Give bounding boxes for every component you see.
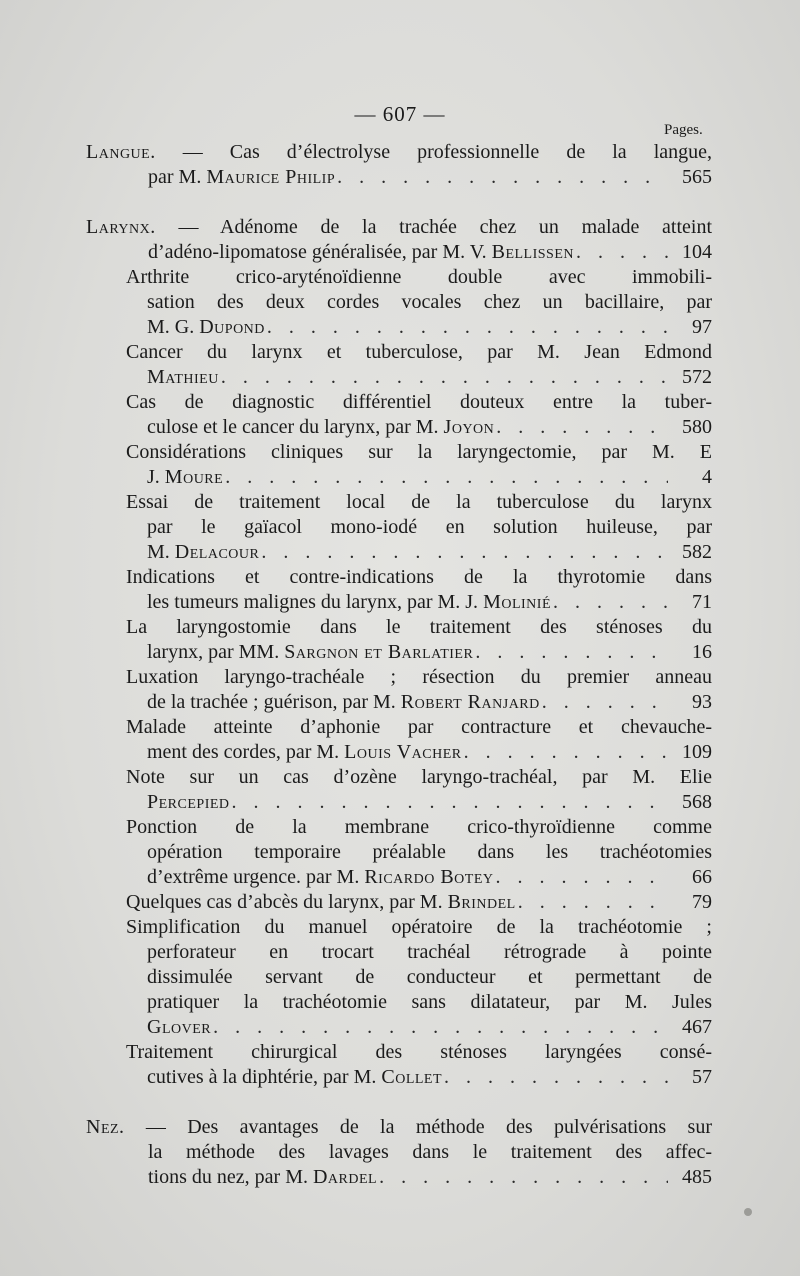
author-name: Glover — [147, 1016, 212, 1038]
author-name: Bellissen — [491, 241, 575, 263]
index-entry: Nez. — Des avantages de la méthode des pulvérisations sur la méthode des lavages dans le traitement des affec- tions du nez, par M. Dardel . . . 485 — [86, 1115, 712, 1190]
leader-dots — [496, 415, 668, 440]
author-name: Sargnon et Barlatier — [284, 641, 474, 663]
index-entry: Simplification du manuel opératoire de la trachéotomie ; perforateur en trocart trachéal rétrograde à pointe dissimulée servant de conducteur et permettant de pratiquer la trachéotomie sans dilatateur, par M. Jules Glover . . . 467 — [86, 915, 712, 1040]
author-name: Delacour — [174, 541, 260, 563]
page-number: — 607 — — [354, 102, 446, 126]
author-name: Dupond — [199, 316, 265, 338]
leader-dots — [518, 890, 668, 915]
author-name: Collet — [381, 1066, 443, 1088]
leader-dots — [379, 1165, 668, 1190]
page-ref: 16 — [692, 641, 712, 663]
index-entry: Note sur un cas d’ozène laryngo-trachéal, par M. Elie Percepied . . . 568 — [86, 765, 712, 815]
section-nez — [86, 1115, 712, 1190]
page-ref: 467 — [682, 1016, 712, 1038]
leader-dots — [553, 590, 668, 615]
page-ref: 97 — [692, 316, 712, 338]
author-name: Louis Vacher — [344, 741, 462, 763]
author-name: Dardel — [312, 1166, 378, 1188]
page-ref: 572 — [682, 366, 712, 388]
paper-speck — [744, 1208, 752, 1216]
leader-dots — [496, 865, 668, 890]
index-entry: Considérations cliniques sur la laryngectomie, par M. E J. Moure . . . 4 — [86, 440, 712, 490]
page-ref: 582 — [682, 541, 712, 563]
index-entry: Ponction de la membrane crico-thyroïdienne comme opération temporaire préalable dans les trachéotomies d’extrême urgence. par M. Ricardo Botey . . . 66 — [86, 815, 712, 890]
index-entry: La laryngostomie dans le traitement des sténoses du larynx, par MM. Sargnon et Barlatier . . . 16 — [86, 615, 712, 665]
leader-dots — [213, 1015, 668, 1040]
section-heading: Larynx. — [86, 216, 156, 238]
page-ref: 71 — [692, 591, 712, 613]
index-entry: Luxation laryngo-trachéale ; résection du premier anneau de la trachée ; guérison, par M. Robert Ranjard . . . 93 — [86, 665, 712, 715]
leader-dots — [337, 165, 668, 190]
page-ref: 109 — [682, 741, 712, 763]
author-name: Joyon — [443, 416, 495, 438]
author-name: Mathieu — [147, 366, 219, 388]
section-langue — [86, 140, 712, 190]
author-name: Robert Ranjard — [400, 691, 540, 713]
leader-dots — [576, 240, 668, 265]
section-larynx — [86, 215, 712, 1090]
pages-column-label: Pages. — [664, 122, 703, 138]
leader-dots — [267, 315, 668, 340]
page-ref: 565 — [682, 166, 712, 188]
index-entry: Malade atteinte d’aphonie par contracture et chevauche- ment des cordes, par M. Louis Vacher . . . 109 — [86, 715, 712, 765]
author-name: Ricardo Botey — [364, 866, 494, 888]
leader-dots — [232, 790, 668, 815]
author-name: Maurice Philip — [206, 166, 336, 188]
index-entry: Cas de diagnostic différentiel douteux entre la tuber- culose et le cancer du larynx, par M. Joyon . . . 580 — [86, 390, 712, 440]
author-name: Moure — [164, 466, 224, 488]
page-ref: 485 — [682, 1166, 712, 1188]
index-entry: Essai de traitement local de la tuberculose du larynx par le gaïacol mono-iodé en solution huileuse, par M. Delacour . . . 582 — [86, 490, 712, 565]
page-ref: 580 — [682, 416, 712, 438]
leader-dots — [444, 1065, 668, 1090]
leader-dots — [475, 640, 668, 665]
page-ref: 57 — [692, 1066, 712, 1088]
index-entry: Indications et contre-indications de la thyrotomie dans les tumeurs malignes du larynx, par M. J. Molinié . . . 71 — [86, 565, 712, 615]
page-ref: 104 — [682, 241, 712, 263]
page-ref: 568 — [682, 791, 712, 813]
author-name: Molinié — [483, 591, 551, 613]
page-ref: 4 — [702, 466, 712, 488]
leader-dots — [464, 740, 668, 765]
leader-dots — [542, 690, 668, 715]
leader-dots — [221, 365, 668, 390]
section-heading: Nez. — [86, 1116, 125, 1138]
page-ref: 66 — [692, 866, 712, 888]
author-name: Percepied — [147, 791, 230, 813]
leader-dots — [261, 540, 668, 565]
index-entry: Larynx. — Adénome de la trachée chez un malade atteint d’adéno-lipomatose généralisée, par M. V. Bellissen . . . 104 — [86, 215, 712, 265]
index-entry: Arthrite crico-aryténoïdienne double avec immobili- sation des deux cordes vocales chez un bacillaire, par M. G. Dupond . . . 97 — [86, 265, 712, 340]
page-ref: 79 — [692, 891, 712, 913]
section-heading: Langue. — [86, 141, 156, 163]
page-ref: 93 — [692, 691, 712, 713]
index-entry: Quelques cas d’abcès du larynx, par M. Brindel . . . 79 — [86, 890, 712, 915]
index-entry: Cancer du larynx et tuberculose, par M. Jean Edmond Mathieu . . . 572 — [86, 340, 712, 390]
index-entry: Langue. — Cas d’électrolyse professionnelle de la langue, par M. Maurice Philip . . . 565 — [86, 140, 712, 190]
index-content — [86, 140, 712, 1215]
leader-dots — [225, 465, 668, 490]
author-name: Brindel — [447, 891, 516, 913]
index-entry: Traitement chirurgical des sténoses laryngées consé- cutives à la diphtérie, par M. Collet . . . 57 — [86, 1040, 712, 1090]
